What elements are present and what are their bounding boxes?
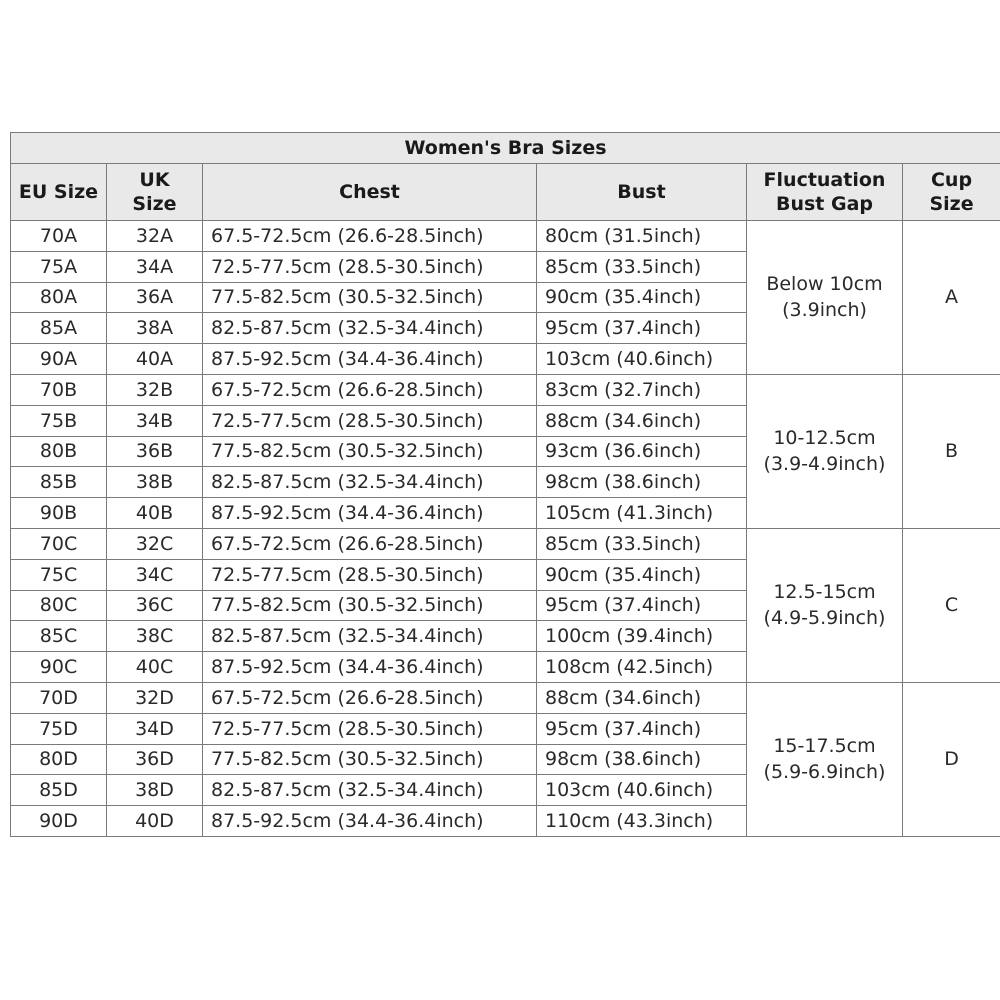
chest-cell: 87.5-92.5cm (34.4-36.4inch) bbox=[203, 806, 537, 837]
chest-cell: 87.5-92.5cm (34.4-36.4inch) bbox=[203, 344, 537, 375]
table-title: Women's Bra Sizes bbox=[11, 133, 1000, 164]
eu-size-cell: 70B bbox=[11, 374, 107, 405]
chest-cell: 77.5-82.5cm (30.5-32.5inch) bbox=[203, 590, 537, 621]
uk-size-cell: 36A bbox=[107, 282, 203, 313]
header-eu-size: EU Size bbox=[11, 164, 107, 221]
bust-cell: 83cm (32.7inch) bbox=[537, 374, 747, 405]
cup-size-cell: B bbox=[903, 374, 1000, 528]
eu-size-cell: 85B bbox=[11, 467, 107, 498]
uk-size-cell: 40B bbox=[107, 498, 203, 529]
chest-cell: 67.5-72.5cm (26.6-28.5inch) bbox=[203, 682, 537, 713]
bust-gap-cell bbox=[747, 221, 903, 375]
eu-size-cell: 90A bbox=[11, 344, 107, 375]
bust-gap-cm: 15-17.5cm bbox=[773, 735, 876, 758]
header-cup-size-line1: Cup bbox=[930, 169, 973, 191]
eu-size-cell: 70A bbox=[11, 221, 107, 252]
eu-size-cell: 70C bbox=[11, 528, 107, 559]
bust-cell: 98cm (38.6inch) bbox=[537, 467, 747, 498]
eu-size-cell: 70D bbox=[11, 682, 107, 713]
eu-size-cell: 80D bbox=[11, 744, 107, 775]
bust-cell: 95cm (37.4inch) bbox=[537, 313, 747, 344]
header-bust: Bust bbox=[537, 164, 747, 221]
bust-gap-cm: Below 10cm bbox=[766, 273, 883, 296]
uk-size-cell: 36D bbox=[107, 744, 203, 775]
chest-cell: 87.5-92.5cm (34.4-36.4inch) bbox=[203, 498, 537, 529]
eu-size-cell: 80A bbox=[11, 282, 107, 313]
eu-size-cell: 75D bbox=[11, 713, 107, 744]
header-cup-size bbox=[903, 164, 1000, 221]
uk-size-cell: 34D bbox=[107, 713, 203, 744]
bra-size-table bbox=[10, 132, 1000, 837]
table-row bbox=[11, 682, 1000, 713]
title-row bbox=[11, 133, 1000, 164]
bust-gap-inch: (3.9inch) bbox=[782, 299, 867, 322]
uk-size-cell: 40D bbox=[107, 806, 203, 837]
header-fluctuation-line2: Bust Gap bbox=[775, 193, 874, 215]
eu-size-cell: 85A bbox=[11, 313, 107, 344]
table-row bbox=[11, 221, 1000, 252]
bust-cell: 95cm (37.4inch) bbox=[537, 713, 747, 744]
chest-cell: 87.5-92.5cm (34.4-36.4inch) bbox=[203, 652, 537, 683]
column-header-row bbox=[11, 164, 1000, 221]
bust-cell: 108cm (42.5inch) bbox=[537, 652, 747, 683]
uk-size-cell: 40C bbox=[107, 652, 203, 683]
chest-cell: 72.5-77.5cm (28.5-30.5inch) bbox=[203, 251, 537, 282]
chest-cell: 77.5-82.5cm (30.5-32.5inch) bbox=[203, 744, 537, 775]
bust-gap-inch: (5.9-6.9inch) bbox=[763, 761, 886, 784]
eu-size-cell: 75A bbox=[11, 251, 107, 282]
chest-cell: 77.5-82.5cm (30.5-32.5inch) bbox=[203, 282, 537, 313]
chest-cell: 72.5-77.5cm (28.5-30.5inch) bbox=[203, 405, 537, 436]
bust-cell: 88cm (34.6inch) bbox=[537, 405, 747, 436]
bust-cell: 95cm (37.4inch) bbox=[537, 590, 747, 621]
cup-size-cell: D bbox=[903, 682, 1000, 836]
uk-size-cell: 38A bbox=[107, 313, 203, 344]
cup-size-cell: A bbox=[903, 221, 1000, 375]
eu-size-cell: 80C bbox=[11, 590, 107, 621]
chest-cell: 67.5-72.5cm (26.6-28.5inch) bbox=[203, 374, 537, 405]
uk-size-cell: 34A bbox=[107, 251, 203, 282]
bust-cell: 93cm (36.6inch) bbox=[537, 436, 747, 467]
table-body bbox=[11, 221, 1000, 837]
chest-cell: 67.5-72.5cm (26.6-28.5inch) bbox=[203, 221, 537, 252]
chest-cell: 82.5-87.5cm (32.5-34.4inch) bbox=[203, 313, 537, 344]
eu-size-cell: 90D bbox=[11, 806, 107, 837]
uk-size-cell: 32B bbox=[107, 374, 203, 405]
header-cup-size-line2: Size bbox=[929, 193, 974, 215]
bust-gap-inch: (4.9-5.9inch) bbox=[763, 607, 886, 630]
chest-cell: 82.5-87.5cm (32.5-34.4inch) bbox=[203, 467, 537, 498]
header-fluctuation-bust-gap bbox=[747, 164, 903, 221]
bust-gap-cell bbox=[747, 682, 903, 836]
uk-size-cell: 32C bbox=[107, 528, 203, 559]
cup-size-cell: C bbox=[903, 528, 1000, 682]
bust-cell: 88cm (34.6inch) bbox=[537, 682, 747, 713]
bust-cell: 90cm (35.4inch) bbox=[537, 559, 747, 590]
chest-cell: 82.5-87.5cm (32.5-34.4inch) bbox=[203, 775, 537, 806]
uk-size-cell: 38C bbox=[107, 621, 203, 652]
chest-cell: 77.5-82.5cm (30.5-32.5inch) bbox=[203, 436, 537, 467]
eu-size-cell: 90B bbox=[11, 498, 107, 529]
bust-gap-cm: 10-12.5cm bbox=[773, 427, 876, 450]
uk-size-cell: 32A bbox=[107, 221, 203, 252]
bust-gap-cell bbox=[747, 374, 903, 528]
chest-cell: 67.5-72.5cm (26.6-28.5inch) bbox=[203, 528, 537, 559]
uk-size-cell: 38B bbox=[107, 467, 203, 498]
chest-cell: 82.5-87.5cm (32.5-34.4inch) bbox=[203, 621, 537, 652]
uk-size-cell: 38D bbox=[107, 775, 203, 806]
eu-size-cell: 80B bbox=[11, 436, 107, 467]
bust-cell: 85cm (33.5inch) bbox=[537, 251, 747, 282]
uk-size-cell: 36B bbox=[107, 436, 203, 467]
bust-cell: 85cm (33.5inch) bbox=[537, 528, 747, 559]
uk-size-cell: 34B bbox=[107, 405, 203, 436]
header-chest: Chest bbox=[203, 164, 537, 221]
eu-size-cell: 90C bbox=[11, 652, 107, 683]
uk-size-cell: 36C bbox=[107, 590, 203, 621]
uk-size-cell: 34C bbox=[107, 559, 203, 590]
bust-gap-cell bbox=[747, 528, 903, 682]
bust-cell: 100cm (39.4inch) bbox=[537, 621, 747, 652]
eu-size-cell: 85C bbox=[11, 621, 107, 652]
bust-cell: 98cm (38.6inch) bbox=[537, 744, 747, 775]
uk-size-cell: 32D bbox=[107, 682, 203, 713]
bust-cell: 103cm (40.6inch) bbox=[537, 344, 747, 375]
eu-size-cell: 75B bbox=[11, 405, 107, 436]
bust-gap-inch: (3.9-4.9inch) bbox=[763, 453, 886, 476]
eu-size-cell: 75C bbox=[11, 559, 107, 590]
bust-cell: 103cm (40.6inch) bbox=[537, 775, 747, 806]
chest-cell: 72.5-77.5cm (28.5-30.5inch) bbox=[203, 713, 537, 744]
table-row bbox=[11, 528, 1000, 559]
table-header bbox=[11, 133, 1000, 221]
header-uk-size-line1: UK bbox=[139, 169, 170, 191]
table-row bbox=[11, 374, 1000, 405]
bust-cell: 90cm (35.4inch) bbox=[537, 282, 747, 313]
bust-cell: 80cm (31.5inch) bbox=[537, 221, 747, 252]
chest-cell: 72.5-77.5cm (28.5-30.5inch) bbox=[203, 559, 537, 590]
header-uk-size bbox=[107, 164, 203, 221]
bust-cell: 110cm (43.3inch) bbox=[537, 806, 747, 837]
header-uk-size-line2: Size bbox=[132, 193, 177, 215]
eu-size-cell: 85D bbox=[11, 775, 107, 806]
bust-cell: 105cm (41.3inch) bbox=[537, 498, 747, 529]
bust-gap-cm: 12.5-15cm bbox=[773, 581, 876, 604]
uk-size-cell: 40A bbox=[107, 344, 203, 375]
header-fluctuation-line1: Fluctuation bbox=[763, 169, 886, 191]
